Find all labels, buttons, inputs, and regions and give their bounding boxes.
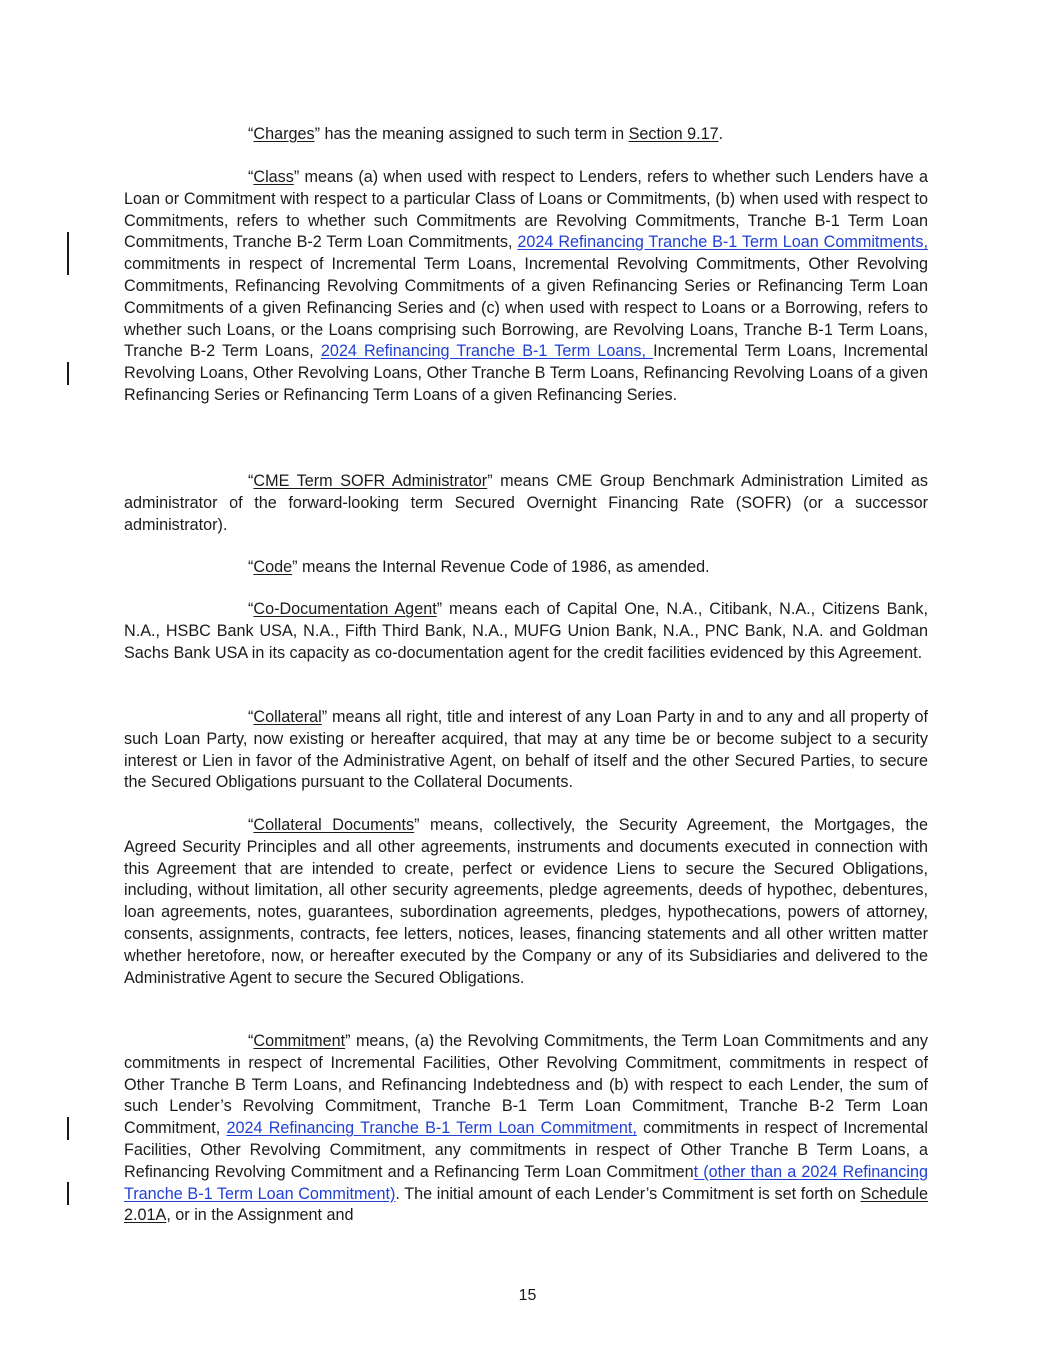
defined-term: Co-Documentation Agent: [253, 600, 437, 618]
definition-text: Incremental Term Loans, Incremental Revolving Loans, Other Revolving Loans, Other Tranche B Term Loans, Refinancing Revolving Loans of a given Refinancing Series or Refinancing Term Loans of a given Refinancing Series.: [124, 342, 928, 404]
quote-mark: “: [248, 125, 254, 143]
definition-text: commitments in respect of Incremental Term Loans, Incremental Revolving Commitments, Other Revolving Commitments, Refinancing Revolving Commitments of a given Refinancing Series or Refinancing Term Loan Commitments of a given Refinancing Series and (c) when used with respect to Loans or a Borrowing, refers to whether such Loans, or the Loans comprising such Borrowing, are Revolving Loans, Tranche B-1 Term Loans, Tranche B-2 Term Loans,: [124, 255, 928, 361]
definition-text: commitments in respect of Incremental Facilities, Other Revolving Commitment, any commitments in respect of Other Tranche B Term Loans, a Refinancing Revolving Commitment and a Refinancing Term Loan Commitmen: [124, 1119, 929, 1181]
change-bar: [67, 362, 69, 385]
definition-text: , or in the Assignment and: [166, 1206, 354, 1225]
definition-text: ” has the meaning assigned to such term in: [314, 125, 629, 143]
definition-collateral: [124, 707, 928, 794]
quote-mark: “: [248, 168, 254, 186]
definition-code: [124, 557, 928, 579]
definition-collateral-documents: [124, 815, 928, 989]
definition-commitment: [124, 1031, 928, 1227]
defined-term: Class: [253, 168, 294, 186]
change-bar: [67, 232, 69, 275]
definition-text: ” means all right, title and interest of any Loan Party in and to any and all property of such Loan Party, now existing or hereafter acquired, that may at any time be or become subject to a security interest or Lien in favor of the Administrative Agent, on behalf of itself and the other Secured Parties, to secure the Secured Obligations pursuant to the Collateral Documents.: [124, 708, 928, 792]
definition-charges: [124, 124, 928, 146]
page-number: 15: [518, 1287, 537, 1304]
inserted-text: 2024 Refinancing Tranche B-1 Term Loan Commitments,: [517, 233, 928, 252]
change-bar: [67, 1182, 69, 1205]
change-bar: [67, 1117, 69, 1140]
defined-term: Code: [253, 558, 293, 576]
definition-text: ” means, collectively, the Security Agreement, the Mortgages, the Agreed Security Principles and all other agreements, instruments and documents executed in connection with this Agreement that are intended to create, perfect or evidence Liens to secure the Secured Obligations, including, without limitation, all other security agreements, pledge agreements, deeds of hypothec, debentures, loan agreements, notes, guarantees, subordination agreements, pledges, hypothecations, powers of attorney, consents, assignments, contracts, fee letters, notices, leases, financing statements and all other written matter whether heretofore, now, or hereafter executed by the Company or any of its Subsidiaries and delivered to the Administrative Agent to secure the Secured Obligations.: [124, 816, 929, 987]
quote-mark: “: [248, 708, 254, 726]
quote-mark: “: [248, 600, 254, 618]
section-reference: Section 9.17: [628, 125, 719, 143]
definition-text: . The initial amount of each Lender’s Commitment is set forth on: [395, 1184, 861, 1203]
quote-mark: “: [248, 558, 254, 576]
definition-cme-term-sofr-administrator: [124, 471, 928, 536]
defined-term: Collateral: [253, 708, 322, 726]
defined-term: Commitment: [253, 1032, 346, 1050]
definition-co-documentation-agent: [124, 599, 928, 664]
inserted-text: 2024 Refinancing Tranche B-1 Term Loans,: [320, 342, 654, 361]
definition-text: .: [718, 125, 724, 143]
quote-mark: “: [248, 472, 254, 490]
definition-text: ” means the Internal Revenue Code of 1986, as amended.: [292, 558, 710, 576]
defined-term: Charges: [253, 125, 315, 143]
definition-class: [124, 167, 928, 407]
schedule-reference: Schedule 2.01A: [124, 1184, 928, 1225]
quote-mark: “: [248, 816, 254, 834]
definition-text: ” means (a) when used with respect to Lenders, refers to whether such Lenders have a Loan or Commitment with respect to a particular Class of Loans or Commitments, (b) when used with respect to Commitments, refers to whether such Commitments are Revolving Commitments, Tranche B-1 Term Loan Commitments, Tranche B-2 Term Loan Commitments,: [124, 168, 928, 252]
definition-text: ” means each of Capital One, N.A., Citibank, N.A., Citizens Bank, N.A., HSBC Bank USA, N.A., Fifth Third Bank, N.A., MUFG Union Bank, N.A., PNC Bank, N.A. and Goldman Sachs Bank USA in its capacity as co-documentation agent for the credit facilities evidenced by this Agreement.: [124, 600, 928, 662]
quote-mark: “: [248, 1032, 254, 1050]
definition-text: ” means, (a) the Revolving Commitments, the Term Loan Commitments and any commitments in respect of Incremental Facilities, Other Revolving Commitment, commitments in respect of Other Tranche B Term Loans, and Refinancing Indebtedness and (b) with respect to each Lender, the sum of such Lender’s Revolving Commitment, Tranche B-1 Term Loan Commitment, Tranche B-2 Term Loan Commitment,: [124, 1032, 928, 1138]
definition-text: ” means CME Group Benchmark Administration Limited as administrator of the forward-looking term Secured Overnight Financing Rate (SOFR) (or a successor administrator).: [124, 472, 928, 534]
defined-term: Collateral Documents: [253, 816, 415, 834]
defined-term: CME Term SOFR Administrator: [253, 472, 488, 490]
inserted-text: t (other than a 2024 Refinancing Tranche B-1 Term Loan Commitment): [124, 1162, 928, 1203]
inserted-text: 2024 Refinancing Tranche B-1 Term Loan Commitment,: [226, 1119, 637, 1138]
